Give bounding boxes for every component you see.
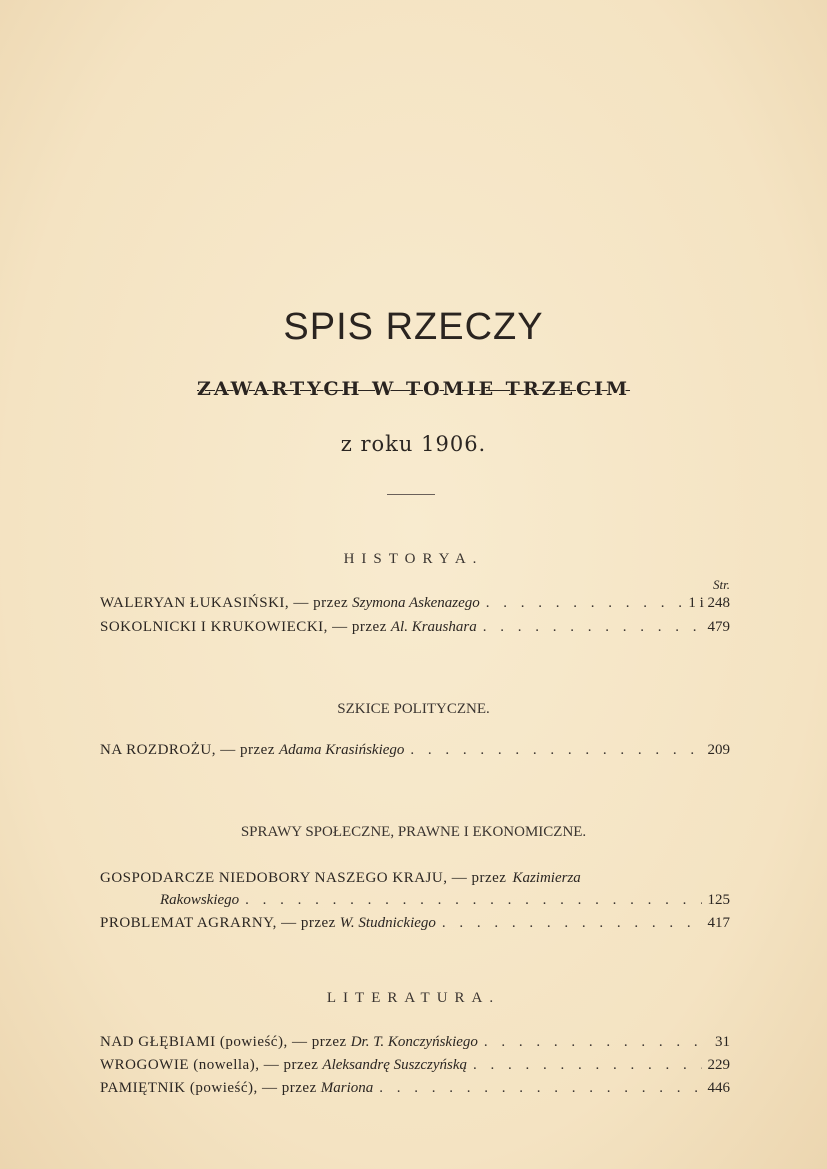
leader-dots — [245, 892, 701, 909]
page-column-label: Str. — [713, 577, 730, 592]
entry-author: Adama Krasińskiego — [278, 742, 405, 758]
entry-author: Dr. T. Konczyńskiego — [350, 1034, 478, 1050]
document-subtitle: ZAWARTYCH W TOMIE TRZECIM — [196, 378, 631, 400]
leader-dots — [473, 1057, 702, 1074]
entry-title: WROGOWIE (nowella), — przez — [100, 1057, 319, 1073]
toc-entry[interactable] — [100, 619, 730, 636]
entry-page: 1 i 248 — [688, 595, 730, 611]
section-title-szkice: SZKICE POLITYCZNE. — [337, 701, 490, 717]
entry-page: 417 — [707, 915, 730, 931]
toc-entry[interactable] — [100, 1080, 730, 1097]
entry-page: 446 — [707, 1080, 730, 1096]
entry-author: Mariona — [320, 1080, 374, 1096]
leader-dots — [486, 595, 683, 612]
entry-title: PROBLEMAT AGRARNY, — przez — [100, 915, 336, 931]
entry-page: 479 — [707, 619, 730, 635]
entry-title: WALERYAN ŁUKASIŃSKI, — przez — [100, 595, 349, 611]
leader-dots — [379, 1080, 701, 1097]
entry-author: W. Studnickiego — [339, 915, 436, 931]
section-title-literatura: LITERATURA. — [326, 990, 501, 1006]
divider-rule — [387, 494, 435, 495]
entry-title: NAD GŁĘBIAMI (powieść), — przez — [100, 1034, 347, 1050]
entry-author-continued: Rakowskiego — [160, 892, 240, 908]
entry-page: 125 — [707, 892, 730, 908]
toc-entry[interactable] — [100, 1057, 730, 1074]
entry-title: NA ROZDROŻU, — przez — [100, 742, 275, 758]
document-title: SPIS RZECZY — [283, 306, 544, 348]
entry-title: SOKOLNICKI I KRUKOWIECKI, — przez — [100, 619, 387, 635]
leader-dots — [483, 619, 702, 636]
section-title-historya: HISTORYA. — [343, 551, 484, 567]
entry-page: 209 — [707, 742, 730, 758]
entry-author: Kazimierza — [512, 870, 581, 886]
entry-page: 31 — [715, 1034, 730, 1050]
toc-entry[interactable] — [100, 1034, 730, 1051]
entry-title: PAMIĘTNIK (powieść), — przez — [100, 1080, 317, 1096]
document-year: z roku 1906. — [340, 432, 487, 456]
entry-title: GOSPODARCZE NIEDOBORY NASZEGO KRAJU, — przez — [100, 870, 507, 886]
leader-dots — [410, 742, 701, 759]
entry-author: Aleksandrę Suszczyńską — [322, 1057, 467, 1073]
leader-dots — [484, 1034, 704, 1051]
section-title-sprawy: SPRAWY SPOŁECZNE, PRAWNE I EKONOMICZNE. — [240, 824, 587, 840]
toc-entry-continuation[interactable] — [160, 892, 730, 909]
entry-page: 229 — [707, 1057, 730, 1073]
toc-entry[interactable] — [100, 742, 730, 759]
entry-author: Szymona Askenazego — [352, 595, 480, 611]
entry-author: Al. Kraushara — [390, 619, 477, 635]
toc-entry[interactable] — [100, 595, 730, 612]
toc-entry[interactable] — [100, 870, 700, 887]
toc-entry[interactable] — [100, 915, 730, 932]
leader-dots — [442, 915, 702, 932]
